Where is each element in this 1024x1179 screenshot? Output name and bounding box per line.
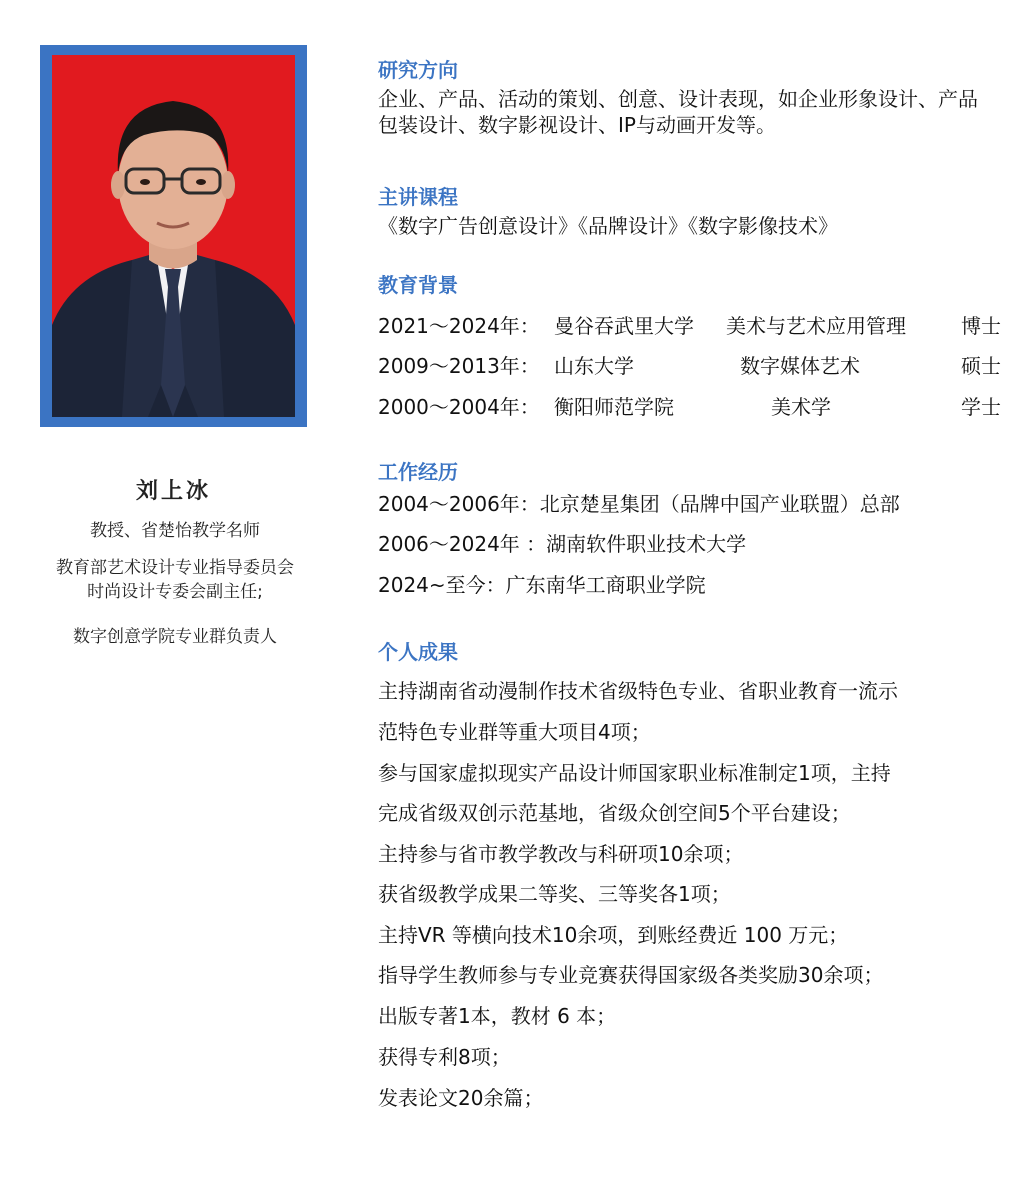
- portrait-photo: [52, 55, 295, 417]
- person-title: 教授、省楚怡教学名师: [90, 521, 260, 541]
- portrait-frame: [40, 45, 307, 427]
- achievement-item: 主持湖南省动漫制作技术省级特色专业、省职业教育一流示: [378, 679, 898, 703]
- achievement-item: 获省级教学成果二等奖、三等奖各1项；: [378, 882, 731, 906]
- education-row: [378, 350, 1003, 378]
- education-period: 2009～2013年：: [378, 354, 540, 378]
- work-row: 2004～2006年：北京楚星集团（品牌中国产业联盟）总部: [378, 492, 900, 516]
- achievement-item: 指导学生教师参与专业竞赛获得国家级各类奖励30余项；: [378, 963, 884, 987]
- education-degree: 博士: [961, 314, 1001, 338]
- research-text: 企业、产品、活动的策划、创意、设计表现，如企业形象设计、产品包装设计、数字影视设计、IP与动画开发等。: [378, 87, 978, 137]
- profile-column: [0, 0, 350, 1179]
- achievement-item: 主持VR 等横向技术10余项，到账经费近 100 万元；: [378, 923, 849, 947]
- courses-heading: 主讲课程: [378, 185, 458, 209]
- achievement-item: 范特色专业群等重大项目4项；: [378, 720, 651, 744]
- portrait-illustration: [52, 55, 295, 417]
- achievements-heading: 个人成果: [378, 640, 458, 664]
- education-period: 2021～2024年：: [378, 314, 540, 338]
- education-period: 2000～2004年：: [378, 395, 540, 419]
- achievement-item: 发表论文20余篇；: [378, 1086, 544, 1110]
- courses-text: 《数字广告创意设计》《品牌设计》《数字影像技术》: [378, 214, 838, 238]
- education-degree: 学士: [961, 395, 1001, 419]
- research-heading: 研究方向: [378, 58, 458, 82]
- education-major: 美术学: [771, 395, 831, 419]
- achievement-item: 参与国家虚拟现实产品设计师国家职业标准制定1项，主持: [378, 761, 891, 785]
- education-degree: 硕士: [961, 354, 1001, 378]
- education-major: 数字媒体艺术: [740, 354, 860, 378]
- person-role: [10, 556, 340, 604]
- work-heading: 工作经历: [378, 460, 458, 484]
- work-row: 2006～2024年 ：湖南软件职业技术大学: [378, 532, 747, 556]
- education-major: 美术与艺术应用管理: [726, 314, 906, 338]
- person-role-line: 时尚设计专委会副主任;: [87, 582, 263, 602]
- work-row: 2024~至今：广东南华工商职业学院: [378, 573, 706, 597]
- education-row: [378, 391, 1003, 419]
- education-school: 曼谷吞武里大学: [554, 314, 694, 338]
- achievement-item: 主持参与省市教学教改与科研项10余项；: [378, 842, 744, 866]
- education-heading: 教育背景: [378, 273, 458, 297]
- education-school: 衡阳师范学院: [554, 395, 674, 419]
- achievement-item: 获得专利8项；: [378, 1045, 511, 1069]
- achievement-item: 出版专著1本，教材 6 本；: [378, 1004, 617, 1028]
- person-name: 刘上冰: [135, 479, 211, 504]
- person-role-line: 教育部艺术设计专业指导委员会: [56, 558, 294, 578]
- education-row: [378, 310, 1003, 338]
- education-school: 山东大学: [554, 354, 634, 378]
- person-duty: 数字创意学院专业群负责人: [73, 627, 277, 647]
- achievement-item: 完成省级双创示范基地，省级众创空间5个平台建设；: [378, 801, 851, 825]
